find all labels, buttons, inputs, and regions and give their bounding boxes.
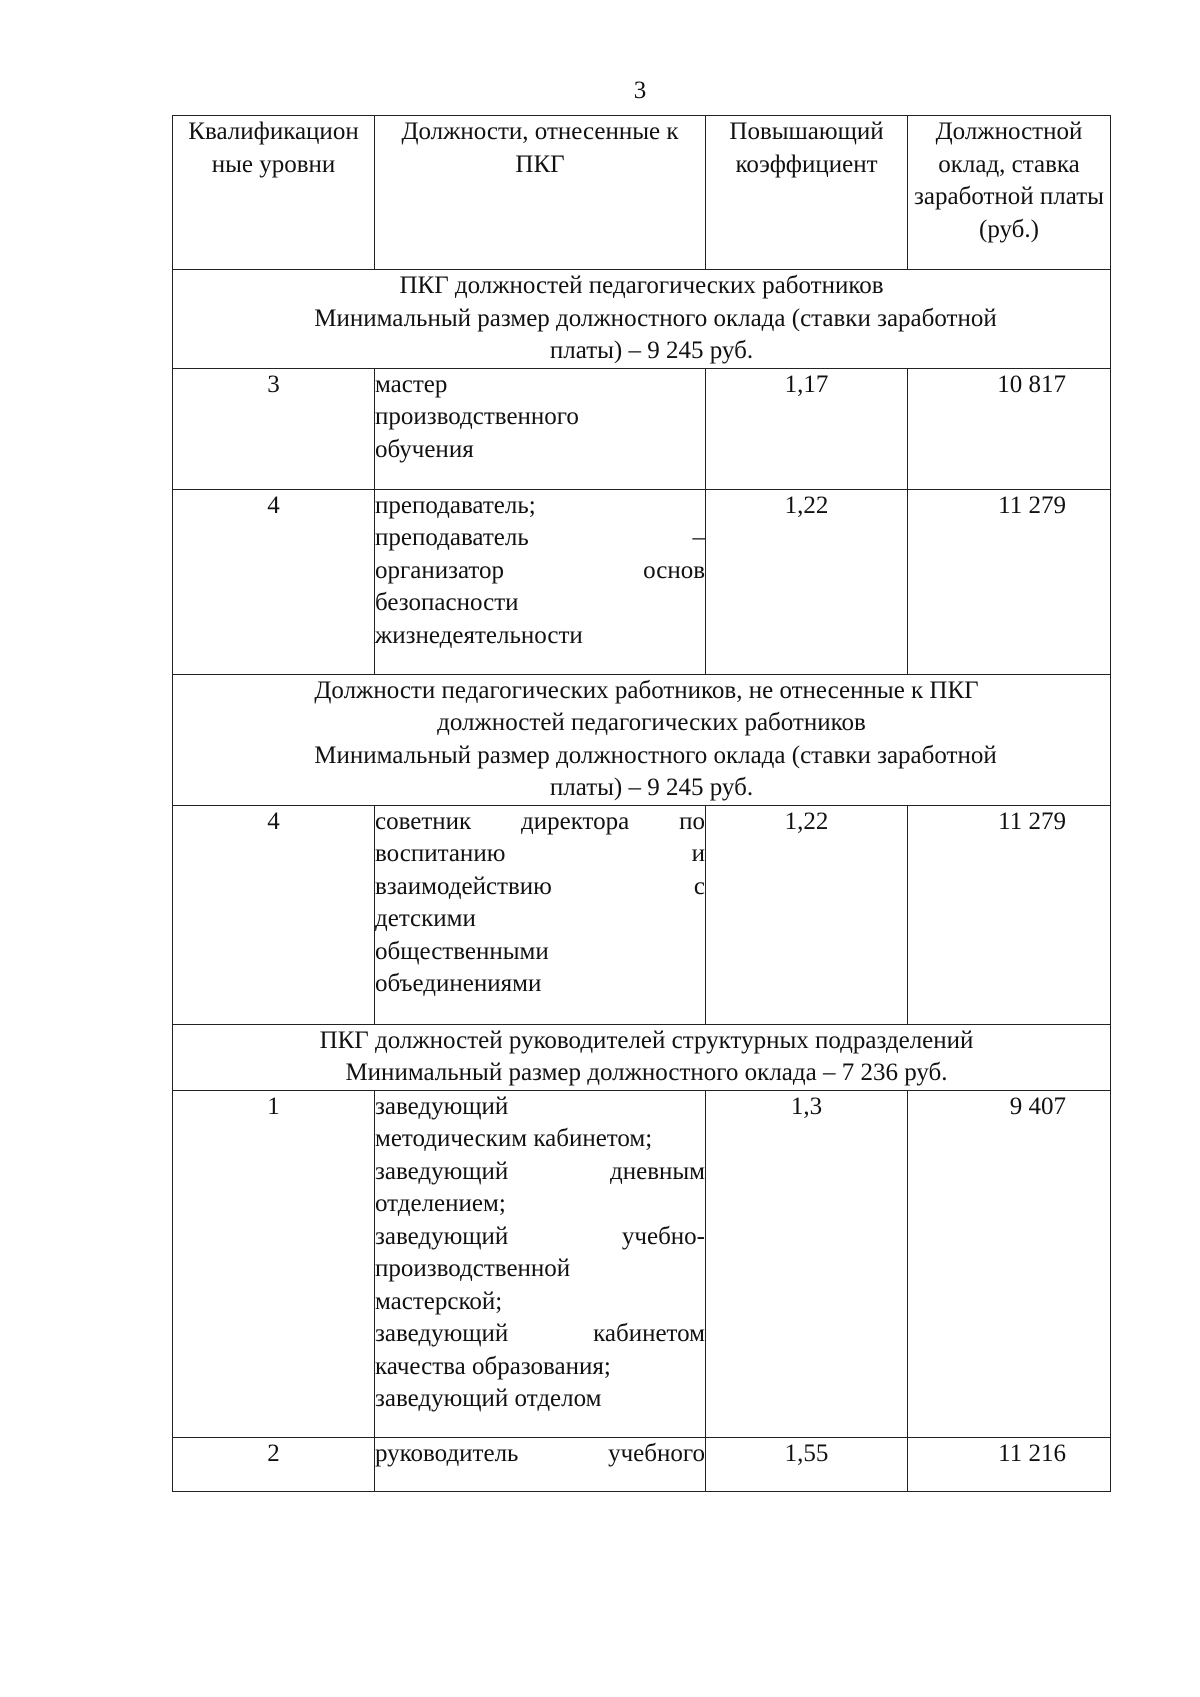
position-cell: заведующий методическим кабинетом; заведующий дневным отделением; заведующий учебно- производственной мастерской; заведующий кабинетом качества образования; заведующий отделом bbox=[375, 1090, 706, 1437]
table-row bbox=[173, 805, 1111, 1024]
table-row bbox=[173, 1437, 1111, 1491]
header-cell-levels: Квалификацион ные уровни bbox=[173, 116, 375, 270]
section-title: Должности педагогических работников, не отнесенные к ПКГ должностей педагогических работников Минимальный размер должностного оклада (ставки заработной платы) – 9 245 руб. bbox=[173, 674, 1111, 805]
coefficient-cell: 1,22 bbox=[706, 489, 908, 674]
level-cell: 4 bbox=[173, 489, 375, 674]
salary-cell: 11 279 bbox=[908, 805, 1111, 1024]
salary-table bbox=[172, 115, 1111, 1492]
level-cell: 3 bbox=[173, 368, 375, 489]
coefficient-cell: 1,3 bbox=[706, 1090, 908, 1437]
level-cell: 1 bbox=[173, 1090, 375, 1437]
section-title: ПКГ должностей педагогических работников Минимальный размер должностного оклада (ставки заработной платы) – 9 245 руб. bbox=[173, 270, 1111, 369]
section-title: ПКГ должностей руководителей структурных подразделений Минимальный размер должностного оклада – 7 236 руб. bbox=[173, 1024, 1111, 1090]
salary-cell: 11 216 bbox=[908, 1437, 1111, 1491]
level-cell: 4 bbox=[173, 805, 375, 1024]
salary-cell: 10 817 bbox=[908, 368, 1111, 489]
section-header-row bbox=[173, 674, 1111, 805]
position-cell: мастер производственного обучения bbox=[375, 368, 706, 489]
table-row bbox=[173, 489, 1111, 674]
coefficient-cell: 1,17 bbox=[706, 368, 908, 489]
table-header-row bbox=[173, 116, 1111, 270]
level-cell: 2 bbox=[173, 1437, 375, 1491]
header-cell-coefficient: Повышающий коэффициент bbox=[706, 116, 908, 270]
header-cell-positions: Должности, отнесенные к ПКГ bbox=[375, 116, 706, 270]
position-cell: руководитель учебного bbox=[375, 1437, 706, 1491]
position-cell: преподаватель; преподаватель – организатор основ безопасности жизнедеятельности bbox=[375, 489, 706, 674]
position-cell: советник директора по воспитанию и взаимодействию с детскими общественными объединениями bbox=[375, 805, 706, 1024]
table-row bbox=[173, 1090, 1111, 1437]
coefficient-cell: 1,55 bbox=[706, 1437, 908, 1491]
section-header-row bbox=[173, 270, 1111, 369]
section-header-row bbox=[173, 1024, 1111, 1090]
table-row bbox=[173, 368, 1111, 489]
header-cell-salary: Должностной оклад, ставка заработной платы (руб.) bbox=[908, 116, 1111, 270]
page-number: 3 bbox=[633, 77, 647, 104]
coefficient-cell: 1,22 bbox=[706, 805, 908, 1024]
salary-cell: 11 279 bbox=[908, 489, 1111, 674]
salary-cell: 9 407 bbox=[908, 1090, 1111, 1437]
